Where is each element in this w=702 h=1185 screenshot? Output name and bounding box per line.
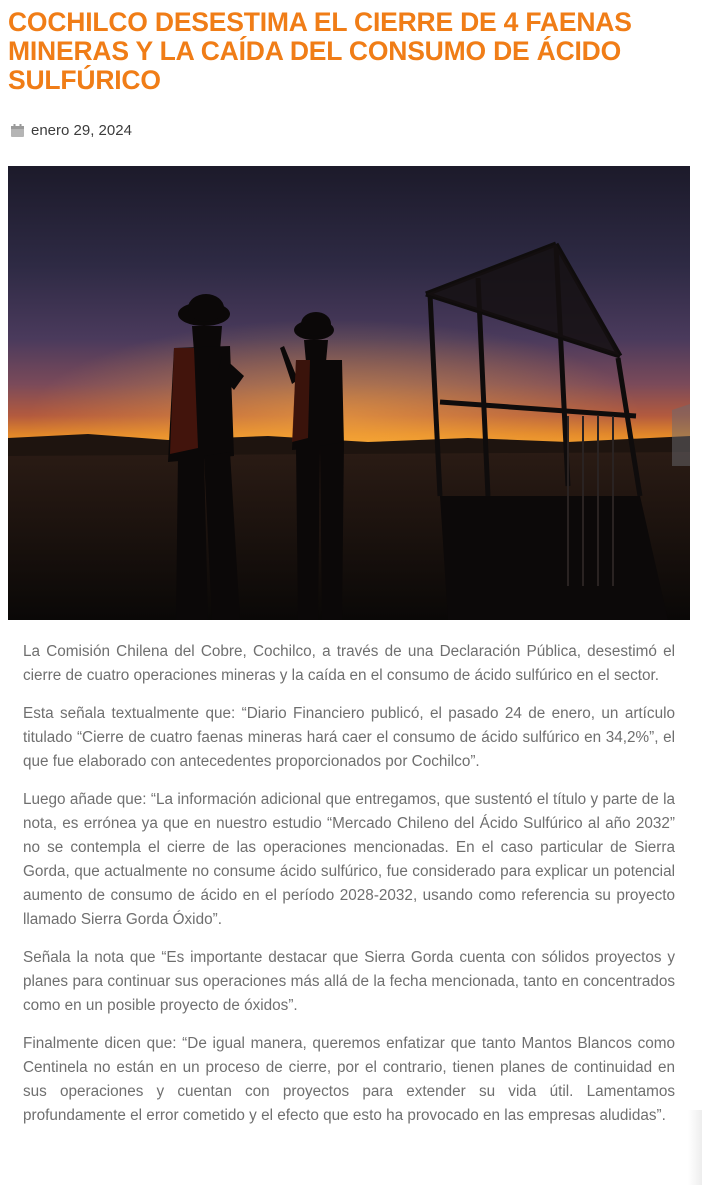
scroll-edge-shadow	[688, 1110, 702, 1185]
post-date	[11, 120, 132, 140]
calendar-icon	[11, 124, 24, 137]
article-paragraph: Finalmente dicen que: “De igual manera, queremos enfatizar que tanto Mantos Blancos como Centinela no están en un proceso de cierre, por el contrario, tienen planes de continuidad en sus operaciones y cuentan con proyectos para extender su vida útil. Lamentamos profundamente el error cometido y el efecto que esto ha provocado en las empresas aludidas”.	[23, 1035, 675, 1124]
article-title: COCHILCO DESESTIMA EL CIERRE DE 4 FAENAS MINERAS Y LA CAÍDA DEL CONSUMO DE ÁCIDO SULFÚRICO	[8, 7, 632, 95]
article-paragraph: Esta señala textualmente que: “Diario Financiero publicó, el pasado 24 de enero, un artículo titulado “Cierre de cuatro faenas mineras hará caer el consumo de ácido sulfúrico en 34,2%”, el que fue elaborado con antecedentes proporcionados por Cochilco”.	[23, 705, 675, 770]
article-body	[23, 640, 675, 1142]
article-paragraph: Señala la nota que “Es importante destacar que Sierra Gorda cuenta con sólidos proyectos y planes para continuar sus operaciones más allá de la fecha mencionada, tanto en concentrados como en un posible proyecto de óxidos”.	[23, 949, 675, 1014]
post-date-text: enero 29, 2024	[31, 121, 132, 139]
hero-image	[8, 166, 690, 620]
article-paragraph: La Comisión Chilena del Cobre, Cochilco, a través de una Declaración Pública, desestimó el cierre de cuatro operaciones mineras y la caída en el consumo de ácido sulfúrico en el sector.	[23, 643, 675, 684]
article-paragraph: Luego añade que: “La información adicional que entregamos, que sustentó el título y parte de la nota, es errónea ya que en nuestro estudio “Mercado Chileno del Ácido Sulfúrico al año 2032” no se contempla el cierre de las operaciones mencionadas. En el caso particular de Sierra Gorda, que actualmente no consume ácido sulfúrico, fue considerado para explicar un potencial aumento de consumo de ácido en el período 2028-2032, usando como referencia su proyecto llamado Sierra Gorda Óxido”.	[23, 791, 675, 928]
